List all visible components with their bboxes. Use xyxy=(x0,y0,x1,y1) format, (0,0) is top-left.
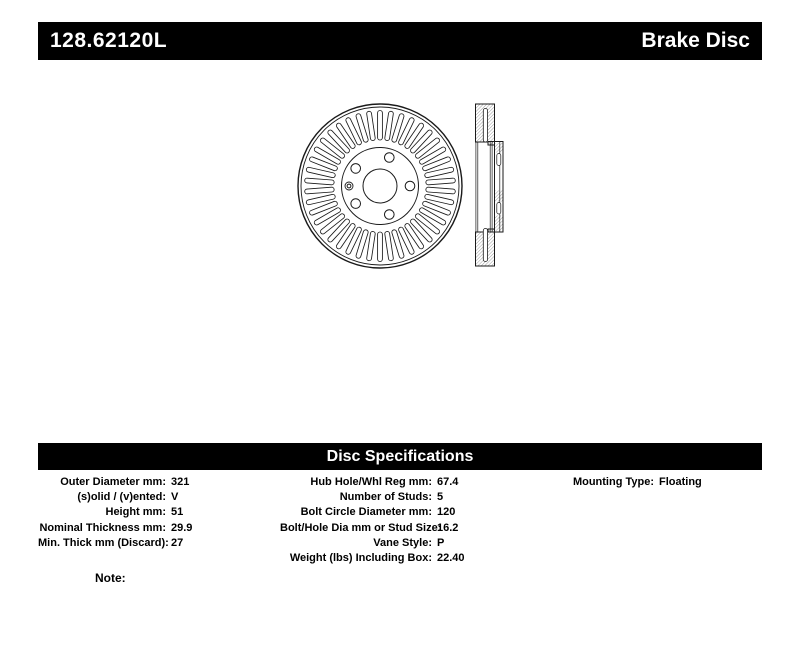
set-screw-hole xyxy=(345,182,353,190)
note-label: Note: xyxy=(95,571,126,585)
spec-row xyxy=(280,489,465,504)
brake-disc-cross-section-drawing xyxy=(476,104,504,266)
spec-row xyxy=(280,505,465,520)
spec-label: Bolt/Hole Dia mm or Stud Size: xyxy=(280,521,442,534)
spec-value: 16.2 xyxy=(437,521,459,534)
spec-label: Mounting Type: xyxy=(572,475,654,488)
spec-row xyxy=(280,535,465,550)
spec-label: Bolt Circle Diameter mm: xyxy=(300,506,432,519)
spec-label: Vane Style: xyxy=(373,536,432,549)
spec-value: 51 xyxy=(171,506,184,519)
spec-value: 27 xyxy=(171,536,184,549)
spec-label: Min. Thick mm (Discard): xyxy=(38,536,169,549)
spec-row xyxy=(560,474,702,489)
header-bar xyxy=(38,22,762,60)
spec-column-0 xyxy=(38,474,192,550)
spec-column-1 xyxy=(280,474,465,566)
brake-disc-front-view-drawing xyxy=(298,104,462,268)
spec-row xyxy=(38,505,192,520)
spec-row xyxy=(38,474,192,489)
stud-holes xyxy=(351,153,415,220)
spec-label: Hub Hole/Whl Reg mm: xyxy=(310,475,432,488)
spec-value: P xyxy=(437,536,445,549)
spec-value: 120 xyxy=(437,506,456,519)
spec-row xyxy=(280,550,465,565)
spec-value: Floating xyxy=(659,475,702,488)
spec-value: V xyxy=(171,490,179,503)
vane-slots xyxy=(305,111,456,262)
specifications-title: Disc Specifications xyxy=(326,447,474,465)
spec-value: 5 xyxy=(437,490,444,503)
spec-value: 321 xyxy=(171,475,190,488)
spec-value: 29.9 xyxy=(171,521,193,534)
part-number: 128.62120L xyxy=(50,29,168,52)
spec-label: Height mm: xyxy=(105,506,166,519)
spec-label: Number of Studs: xyxy=(339,490,432,503)
product-type-label: Brake Disc xyxy=(641,29,750,52)
spec-value: 22.40 xyxy=(437,552,465,565)
spec-row xyxy=(280,520,465,535)
spec-row xyxy=(38,489,192,504)
spec-label: Nominal Thickness mm: xyxy=(39,521,166,534)
spec-label: Weight (lbs) Including Box: xyxy=(289,552,432,565)
spec-label: (s)olid / (v)ented: xyxy=(77,490,166,503)
specifications-header-bar xyxy=(38,443,762,470)
spec-label: Outer Diameter mm: xyxy=(60,475,166,488)
spec-column-2 xyxy=(560,474,702,489)
spec-row xyxy=(280,474,465,489)
brake-disc-technical-drawing xyxy=(290,96,512,274)
spec-row xyxy=(38,520,192,535)
spec-value: 67.4 xyxy=(437,475,459,488)
spec-row xyxy=(38,535,192,550)
